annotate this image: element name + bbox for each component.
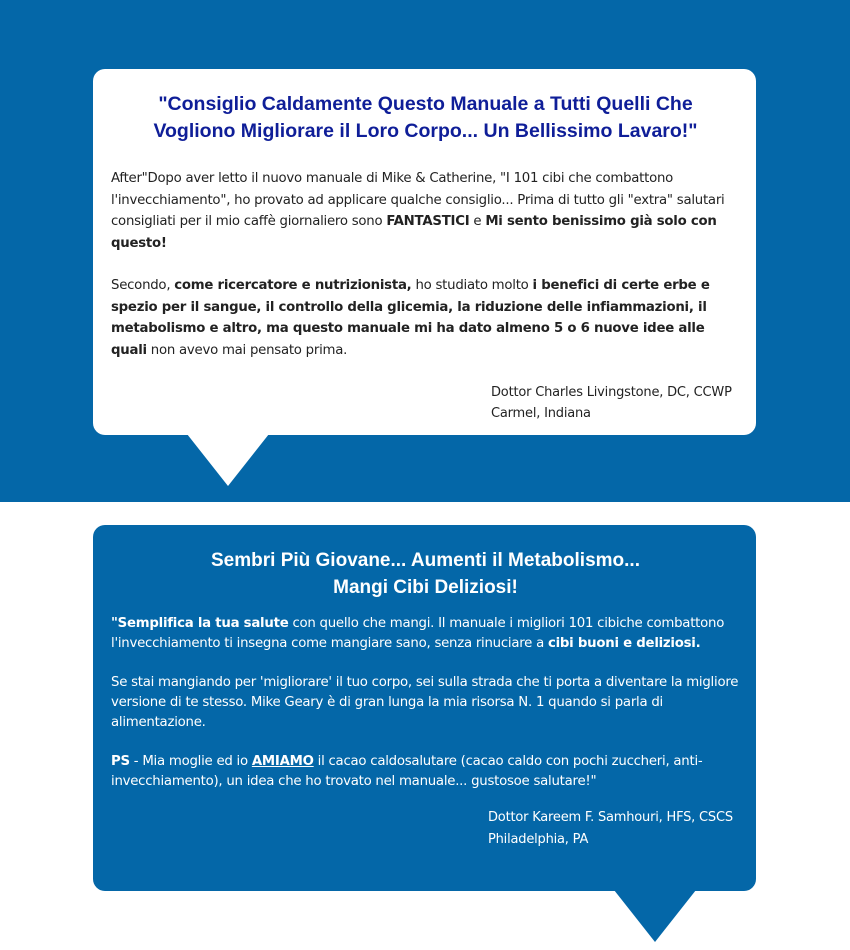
- author-location: Carmel, Indiana: [491, 406, 591, 421]
- author-name: Dottor Kareem F. Samhouri, HFS, CSCS: [488, 810, 733, 825]
- testimonial-title: "Consiglio Caldamente Questo Manuale a Tutti Quelli Che Vogliono Migliorare il Loro Corpo... Un Bellissimo Lavaro!": [153, 93, 698, 142]
- testimonial-signature: [491, 382, 740, 424]
- author-name: Dottor Charles Livingstone, DC, CCWP: [491, 385, 732, 400]
- speech-bubble-pointer: [614, 890, 696, 942]
- testimonial-paragraph: "Semplifica la tua salute con quello che mangi. Il manuale i migliori 101 cibiche combattono l'invecchiamento ti insegna come mangiare sano, senza rinuciare a cibi buoni e deliziosi.: [111, 616, 725, 651]
- testimonial-paragraph: Se stai mangiando per 'migliorare' il tuo corpo, sei sulla strada che ti porta a diventare la migliore versione di te stesso. Mike Geary è di gran lunga la mia risorsa N. 1 quando si parla di alimentazione.: [111, 675, 739, 730]
- testimonial-card-2: [93, 525, 756, 891]
- testimonial-paragraph: After"Dopo aver letto il nuovo manuale di Mike & Catherine, "I 101 cibi che combattono l'invecchiamento", ho provato ad applicare qualche consiglio... Prima di tutto gli "extra" salutari consigliati per il mio caffè giornaliero sono FANTASTICI e Mi sento benissimo già solo con questo!: [111, 171, 725, 251]
- author-location: Philadelphia, PA: [488, 832, 589, 847]
- testimonial-paragraph: Secondo, come ricercatore e nutrizionista, ho studiato molto i benefici di certe erbe e spezio per il sangue, il controllo della glicemia, la riduzione delle infiammazioni, il metabolismo e altro, ma questo manuale mi ha dato almeno 5 o 6 nuove idee alle quali non avevo mai pensato prima.: [111, 278, 710, 358]
- testimonial-card-1: [93, 69, 756, 435]
- testimonial-title: Sembri Più Giovane... Aumenti il Metabolismo... Mangi Cibi Deliziosi!: [211, 550, 640, 598]
- speech-bubble-pointer: [187, 434, 269, 486]
- testimonial-paragraph: PS - Mia moglie ed io AMIAMO il cacao caldosalutare (cacao caldo con pochi zuccheri, anti-invecchiamento), un idea che ho trovato nel manuale... gustosoe salutare!": [111, 754, 703, 789]
- testimonial-signature: [488, 807, 740, 851]
